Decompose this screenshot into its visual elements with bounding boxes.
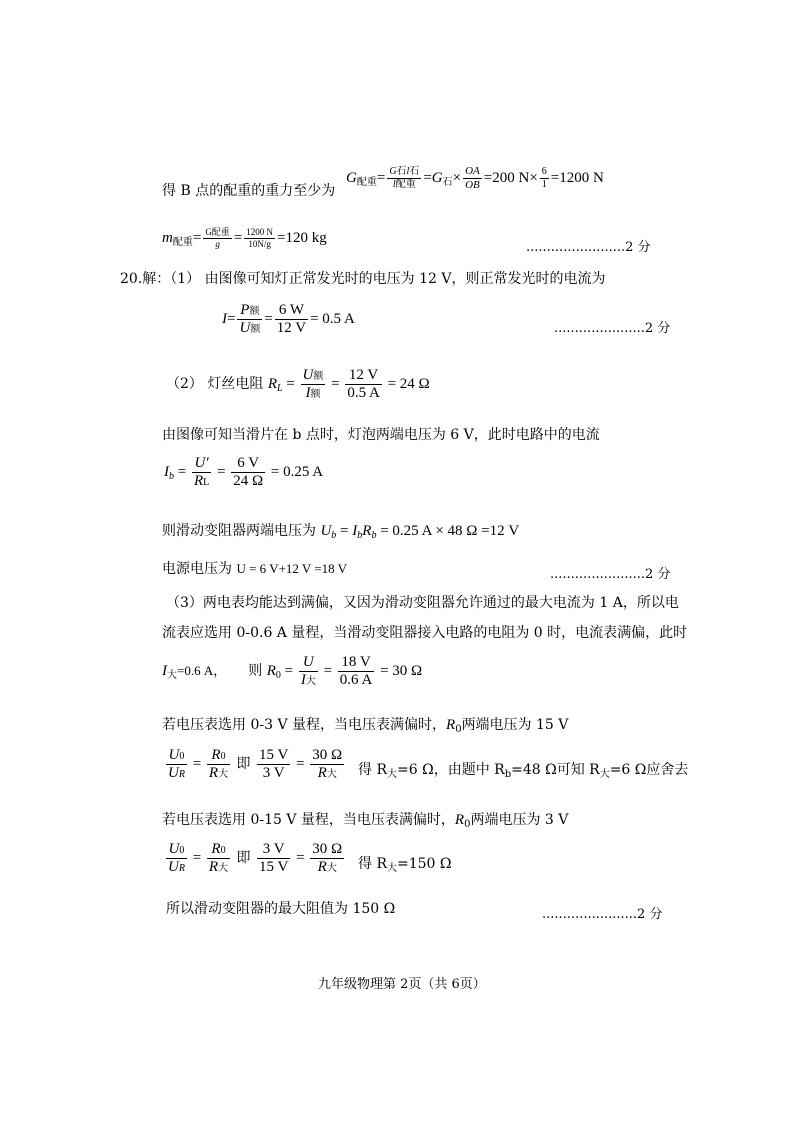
fraction-30ohm-rmax: $\frac{30 \Omega}{\text{R大}}$ — [312, 747, 343, 781]
fraction-12v-05a: $\frac{12 V}{0.5 A}$ — [347, 367, 380, 401]
line-b-point-weight — [162, 184, 335, 198]
text-slider-b: 由图像可知当滑片在 b 点时，灯泡两端电压为 6 V，此时电路中的电流 — [162, 427, 600, 443]
fraction-6-1: $\frac{6}{1}$ — [541, 166, 547, 190]
fraction-gl: $\frac{\text{G石l石}}{\text{l配重}}$ — [389, 166, 420, 190]
fraction-u-over-rl: $\frac{U'}{RL}$ — [193, 455, 210, 489]
fraction-30ohm-rmax-2: $\frac{30 \Omega}{\text{R大}}$ — [312, 841, 343, 875]
question-20-heading: 20.解：（1） 由图像可知灯正常发光时的电压为 12 V，则正常发光时的电流为 — [120, 271, 606, 287]
points-l3: ......................2 分 — [554, 321, 671, 336]
formula-r0: $I_大=0.6$ A， 则 $R_0$ = $\frac{U}{\text{I大}}$ = $\frac{18 V}{0.6 A}$ = 30 Ω — [162, 654, 423, 688]
formula-i-rated: I= $\frac{\text{P额}}{\text{U额}}$ = $\frac{6 W}{12 V}$ = 0.5 A — [222, 302, 355, 336]
fraction-15v-3v: $\frac{15 V}{3 V}$ — [259, 747, 289, 781]
fraction-6w-12v: $\frac{6 W}{12 V}$ — [276, 302, 307, 336]
formula-ratio-15v: $\frac{U0}{UR}$ = $\frac{R0}{\text{R大}}$ 即 $\frac{3 V}{15 V}$ = $\frac{30 \Omega}{\text{R大}}$ — [168, 841, 343, 875]
fraction-r0-rmax: $\frac{R0}{\text{R大}}$ — [208, 747, 229, 781]
text-final-answer: 所以滑动变阻器的最大阻值为 150 Ω — [166, 901, 396, 917]
fraction-u0-ur-2: $\frac{U0}{UR}$ — [168, 841, 185, 875]
text-result-6ohm: 得 $R_大=6$ Ω，由题中 $R_b=48$ Ω可知 $R_大=6$ Ω应舍去 — [358, 762, 689, 780]
formula-ratio-3v: $\frac{U0}{UR}$ = $\frac{R0}{\text{R大}}$ 即 $\frac{15 V}{3 V}$ = $\frac{30 \Omega}{\text{R大}}$ — [168, 747, 343, 781]
text-result-150ohm: 得 $R_大=150$ Ω — [358, 856, 452, 874]
formula-m-counterweight: $m_{配重}=$ $\frac{\text{G配重}}{g}$ = $\frac{1200 N}{10N/g}$ =120 kg — [162, 227, 327, 249]
fraction-3v-15v: $\frac{3 V}{15 V}$ — [259, 841, 289, 875]
formula-g-counterweight: $G_{配重}=$ $\frac{\text{G石l石}}{\text{l配重}}$ $=G_石\times$ $\frac{OA}{OB}$ =200 N× $\frac{6}{1}$ =1200 N — [346, 165, 604, 191]
fraction-18v-06a: $\frac{18 V}{0.6 A}$ — [339, 654, 373, 688]
fraction-g-over-g: $\frac{\text{G配重}}{g}$ — [205, 227, 230, 249]
formula-ib: $I_b$ = $\frac{U'}{RL}$ = $\frac{6 V}{24 \Omega}$ = 0.25 A — [164, 455, 324, 489]
text-source-voltage: 电源电压为 U = 6 V+12 V =18 V — [162, 561, 348, 577]
formula-rl: （2） 灯丝电阻 $R_L$ = $\frac{\text{U额}}{\text{I额}}$ = $\frac{12 V}{0.5 A}$ = 24 Ω — [166, 367, 430, 401]
fraction-r0-rmax-2: $\frac{R0}{\text{R大}}$ — [208, 841, 229, 875]
text-part3-1: （3）两电表均能达到满偏，又因为滑动变阻器允许通过的最大电流为 1 A，所以电 — [166, 595, 679, 611]
fraction-p-over-u: $\frac{\text{P额}}{\text{U额}}$ — [239, 302, 261, 336]
page-footer: 九年级物理第 2页（共 6页） — [318, 977, 486, 992]
fraction-1200-over-10: $\frac{1200 N}{10N/g}$ — [246, 227, 274, 249]
text-range-3v: 若电压表选用 0-3 V 量程，当电压表满偏时，$R_0$两端电压为 15 V — [162, 717, 569, 735]
fraction-6v-24ohm: $\frac{6 V}{24 \Omega}$ — [233, 455, 264, 489]
formula-ub: 则滑动变阻器两端电压为 $U_b = I_bR_b = 0.25$ A × 48 Ω =12 V — [162, 523, 520, 541]
points-l16: .......................2 分 — [542, 907, 663, 922]
fraction-u-over-imax: $\frac{U}{\text{I大}}$ — [300, 654, 316, 688]
fraction-oa-ob: $\frac{OA}{OB}$ — [465, 165, 480, 191]
text-b-point: 得 B 点的配重的重力至少为 — [162, 183, 336, 199]
fraction-u-over-i: $\frac{\text{U额}}{\text{I额}}$ — [302, 367, 324, 401]
fraction-u0-ur: $\frac{U0}{UR}$ — [168, 747, 185, 781]
points-l2: ........................2 分 — [526, 240, 651, 255]
points-l8: .......................2 分 — [550, 567, 671, 582]
text-part3-2: 流表应选用 0-0.6 A 量程，当滑动变阻器接入电路的电阻为 0 时，电流表满偏，此时 — [162, 625, 688, 641]
text-range-15v: 若电压表选用 0-15 V 量程，当电压表满偏时，$R_0$两端电压为 3 V — [162, 812, 569, 830]
